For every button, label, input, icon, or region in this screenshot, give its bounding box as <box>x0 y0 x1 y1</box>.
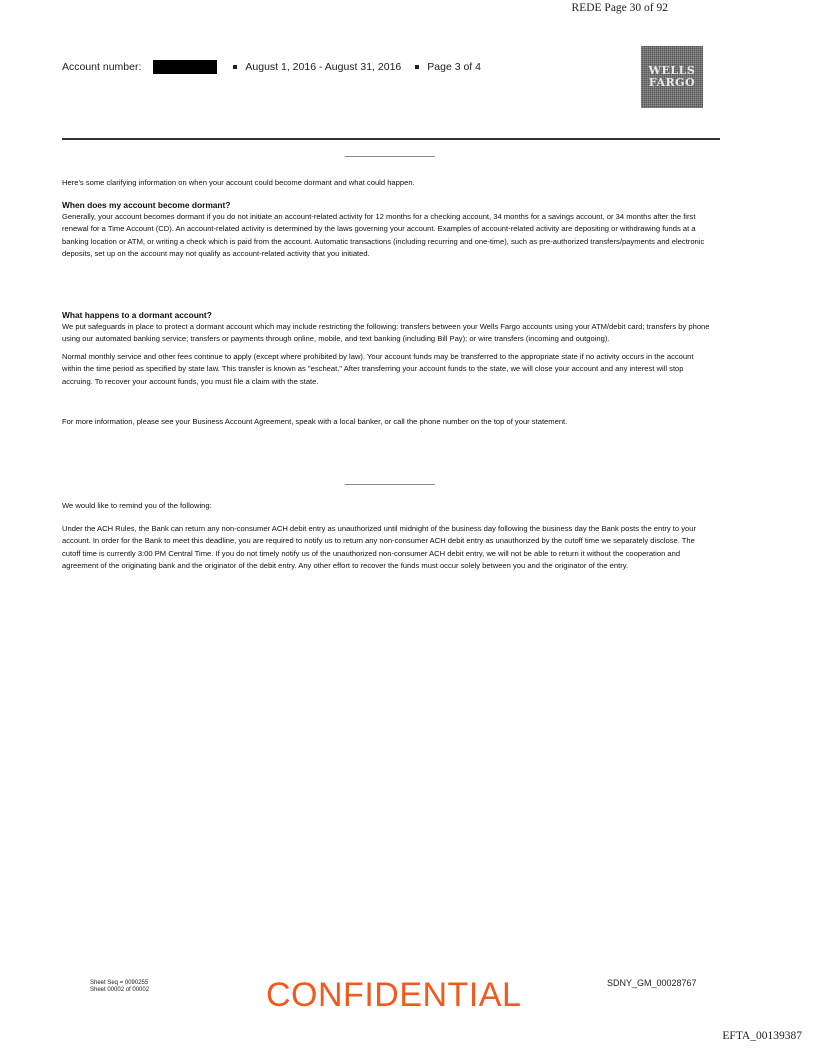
logo-line-1: WELLS <box>648 64 696 77</box>
fees-text: Normal monthly service and other fees continue to apply (except where prohibited by law). Your account funds may be transferred to the appropriate state if no activity occurs in the account within the time period as specified by state law. This transfer is known as "escheat." After transferring your account funds to the state, we will close your account and any interest will stop accruing. To recover your account funds, you must file a claim with the state. <box>62 352 694 386</box>
sheet-info <box>90 980 149 994</box>
dormant-heading: When does my account become dormant? <box>62 200 231 210</box>
more-info-paragraph <box>62 416 712 428</box>
efta-id: EFTA_00139387 <box>722 1030 802 1042</box>
dormant-account-body: We put safeguards in place to protect a dormant account which may include restricting the following: transfers between your Wells Fargo accounts using your ATM/debit card; transfers by phone using our automated banking service; transfers or payments through online, mobile, and text banking (including Bill Pay); or wire transfers (incoming and outgoing). <box>62 322 710 344</box>
dormant-account-heading: What happens to a dormant account? <box>62 310 212 320</box>
account-number-redaction <box>153 60 217 74</box>
more-info-text: For more information, please see your Business Account Agreement, speak with a local banker, or call the phone number on the top of your statement. <box>62 417 568 426</box>
statement-page-number: Page 3 of 4 <box>427 61 481 73</box>
account-number-label: Account number: <box>62 61 142 73</box>
reminder-intro-text: We would like to remind you of the following: <box>62 501 212 510</box>
page-reference: REDE Page 30 of 92 <box>571 2 668 14</box>
document-id: SDNY_GM_00028767 <box>607 978 697 988</box>
statement-period: August 1, 2016 - August 31, 2016 <box>245 61 402 73</box>
statement-header <box>62 60 481 74</box>
logo-line-2: FARGO <box>648 76 696 89</box>
section-divider <box>345 484 435 485</box>
sheet-number: Sheet 00002 of 00002 <box>90 987 150 993</box>
section-divider <box>345 156 435 157</box>
wells-fargo-logo <box>641 46 703 108</box>
ach-text: Under the ACH Rules, the Bank can return any non-consumer ACH debit entry as unauthorized until midnight of the business day following the business day the Bank posts the entry to your account. In order for the Bank to meet this deadline, you are required to notify us to return any non-consumer ACH debit entry as unauthorized by the cutoff time we separately disclose. The cutoff time is currently 3:00 PM Central Time. If you do not timely notify us of the unauthorized non-consumer ACH debit entry, we will not be able to return it without the cooperation and agreement of the originating bank and the originator of the debit entry. Any other effort to recover the funds must occur solely between you and the originator of the entry. <box>62 524 697 570</box>
bullet-separator <box>233 65 237 69</box>
ach-paragraph <box>62 523 712 572</box>
dormant-section <box>62 199 712 260</box>
dormant-intro <box>62 177 712 189</box>
fees-paragraph <box>62 351 712 388</box>
sheet-sequence: Sheet Seq = 0090255 <box>90 980 149 986</box>
confidential-stamp: CONFIDENTIAL <box>266 976 522 1014</box>
reminder-intro <box>62 500 712 512</box>
dormant-account-section <box>62 309 712 346</box>
header-divider <box>62 138 720 140</box>
dormant-body: Generally, your account becomes dormant if you do not initiate an account-related activity for 12 months for a checking account, 34 months for a savings account, or 34 months after the first renewal for a Time Account (CD). An account-related activity is determined by the laws governing your account. Examples of account-related activity are depositing or withdrawing funds at a banking location or ATM, or writing a check which is paid from the account. Automatic transactions (including recurring and one-time), such as pre-authorized transfers/payments and electronic deposits, set up on the account may not qualify as account-related activity that you initiated. <box>62 212 705 258</box>
dormant-intro-text: Here's some clarifying information on when your account could become dormant and what could happen. <box>62 178 415 187</box>
bullet-separator <box>415 65 419 69</box>
